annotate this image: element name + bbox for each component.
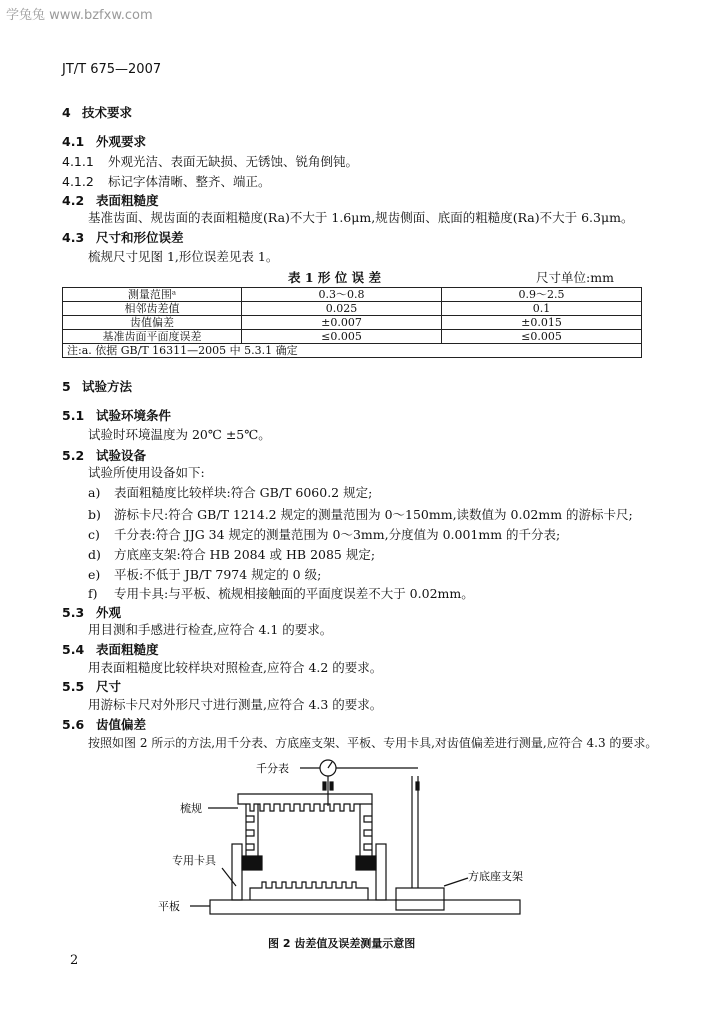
table-row <box>63 288 642 302</box>
table-cell: ±0.015 <box>442 316 642 330</box>
figure-caption: 图 2 齿差值及误差测量示意图 <box>268 937 416 950</box>
table-cell: 0.3～0.8 <box>242 288 442 302</box>
table-cell: ≤0.005 <box>242 330 442 344</box>
section-4-1-heading: 4.1 外观要求 <box>62 134 147 149</box>
standard-number: JT/T 675—2007 <box>62 62 162 77</box>
list-item: c) 千分表:符合 JJG 34 规定的测量范围为 0～3mm,分度值为 0.001mm 的千分表; <box>88 527 561 542</box>
table-cell: 0.1 <box>442 302 642 316</box>
list-item: e) 平板:不低于 JB/T 7974 规定的 0 级; <box>88 567 322 582</box>
section-4-1-1: 4.1.1 外观光洁、表面无缺损、无锈蚀、锐角倒钝。 <box>62 154 359 169</box>
table-cell: 齿值偏差 <box>63 316 242 330</box>
section-5-2-heading: 5.2 试验设备 <box>62 448 147 463</box>
table-cell: ±0.007 <box>242 316 442 330</box>
base-plate <box>210 900 520 914</box>
table-row <box>63 330 642 344</box>
section-5-1-heading: 5.1 试验环境条件 <box>62 408 172 423</box>
watermark: 学兔兔 www.bzfxw.com <box>6 8 153 23</box>
tolerance-table <box>62 287 642 358</box>
section-4-3-heading: 4.3 尺寸和形位误差 <box>62 230 184 245</box>
list-item: d) 方底座支架:符合 HB 2084 或 HB 2085 规定; <box>88 547 376 562</box>
table-cell: ≤0.005 <box>442 330 642 344</box>
list-item: b) 游标卡尺:符合 GB/T 1214.2 规定的测量范围为 0～150mm,读数值为 0.02mm 的游标卡尺; <box>88 507 633 522</box>
table-caption: 表 1 形 位 误 差 <box>288 270 381 285</box>
table-cell: 相邻齿差值 <box>63 302 242 316</box>
table-row <box>63 316 642 330</box>
clamp-right <box>356 856 376 870</box>
section-5-4-heading: 5.4 表面粗糙度 <box>62 642 159 657</box>
section-5-3-heading: 5.3 外观 <box>62 605 122 620</box>
table-note-row <box>63 344 642 358</box>
section-5-heading: 5 试验方法 <box>62 379 133 394</box>
table-cell: 测量范围ᵃ <box>63 288 242 302</box>
section-4-heading: 4 技术要求 <box>62 105 133 120</box>
section-5-1-text: 试验时环境温度为 20℃ ±5℃。 <box>88 427 271 442</box>
list-item: f) 专用卡具:与平板、梳规相接触面的平面度误差不大于 0.02mm。 <box>88 586 474 601</box>
section-4-2-heading: 4.2 表面粗糙度 <box>62 193 159 208</box>
section-5-6-text: 按照如图 2 所示的方法,用千分表、方底座支架、平板、专用卡具,对齿值偏差进行测量,应符合 4.3 的要求。 <box>88 736 658 750</box>
table-unit: 尺寸单位:mm <box>536 270 614 285</box>
section-5-5-heading: 5.5 尺寸 <box>62 679 122 694</box>
square-base-stand <box>396 888 444 910</box>
list-item: a) 表面粗糙度比较样块:符合 GB/T 6060.2 规定; <box>88 485 373 500</box>
figure-2-diagram <box>150 756 530 936</box>
table-note: 注:a. 依据 GB/T 16311—2005 中 5.3.1 确定 <box>63 344 642 358</box>
section-5-6-heading: 5.6 齿值偏差 <box>62 717 147 732</box>
section-5-2-text: 试验所使用设备如下: <box>88 465 205 480</box>
label-plate: 平板 <box>158 900 180 913</box>
clamp-left <box>242 856 262 870</box>
label-clamp: 专用卡具 <box>172 854 216 867</box>
label-dial-gauge: 千分表 <box>256 762 289 775</box>
section-4-1-2: 4.1.2 标记字体清晰、整齐、端正。 <box>62 174 271 189</box>
section-5-3-text: 用目测和手感进行检查,应符合 4.1 的要求。 <box>88 622 333 637</box>
section-4-2-text: 基准齿面、规齿面的表面粗糙度(Ra)不大于 1.6μm,规齿侧面、底面的粗糙度(Ra)不大于 6.3μm。 <box>88 210 634 225</box>
table-cell: 基准齿面平面度误差 <box>63 330 242 344</box>
label-stand: 方底座支架 <box>468 870 523 883</box>
table-cell: 0.025 <box>242 302 442 316</box>
table-cell: 0.9～2.5 <box>442 288 642 302</box>
label-comb: 梳规 <box>180 802 202 815</box>
table-row <box>63 302 642 316</box>
section-5-4-text: 用表面粗糙度比较样块对照检查,应符合 4.2 的要求。 <box>88 660 383 675</box>
page-number: 2 <box>70 953 79 968</box>
section-5-5-text: 用游标卡尺对外形尺寸进行测量,应符合 4.3 的要求。 <box>88 697 383 712</box>
section-4-3-text: 梳规尺寸见图 1,形位误差见表 1。 <box>88 249 279 264</box>
